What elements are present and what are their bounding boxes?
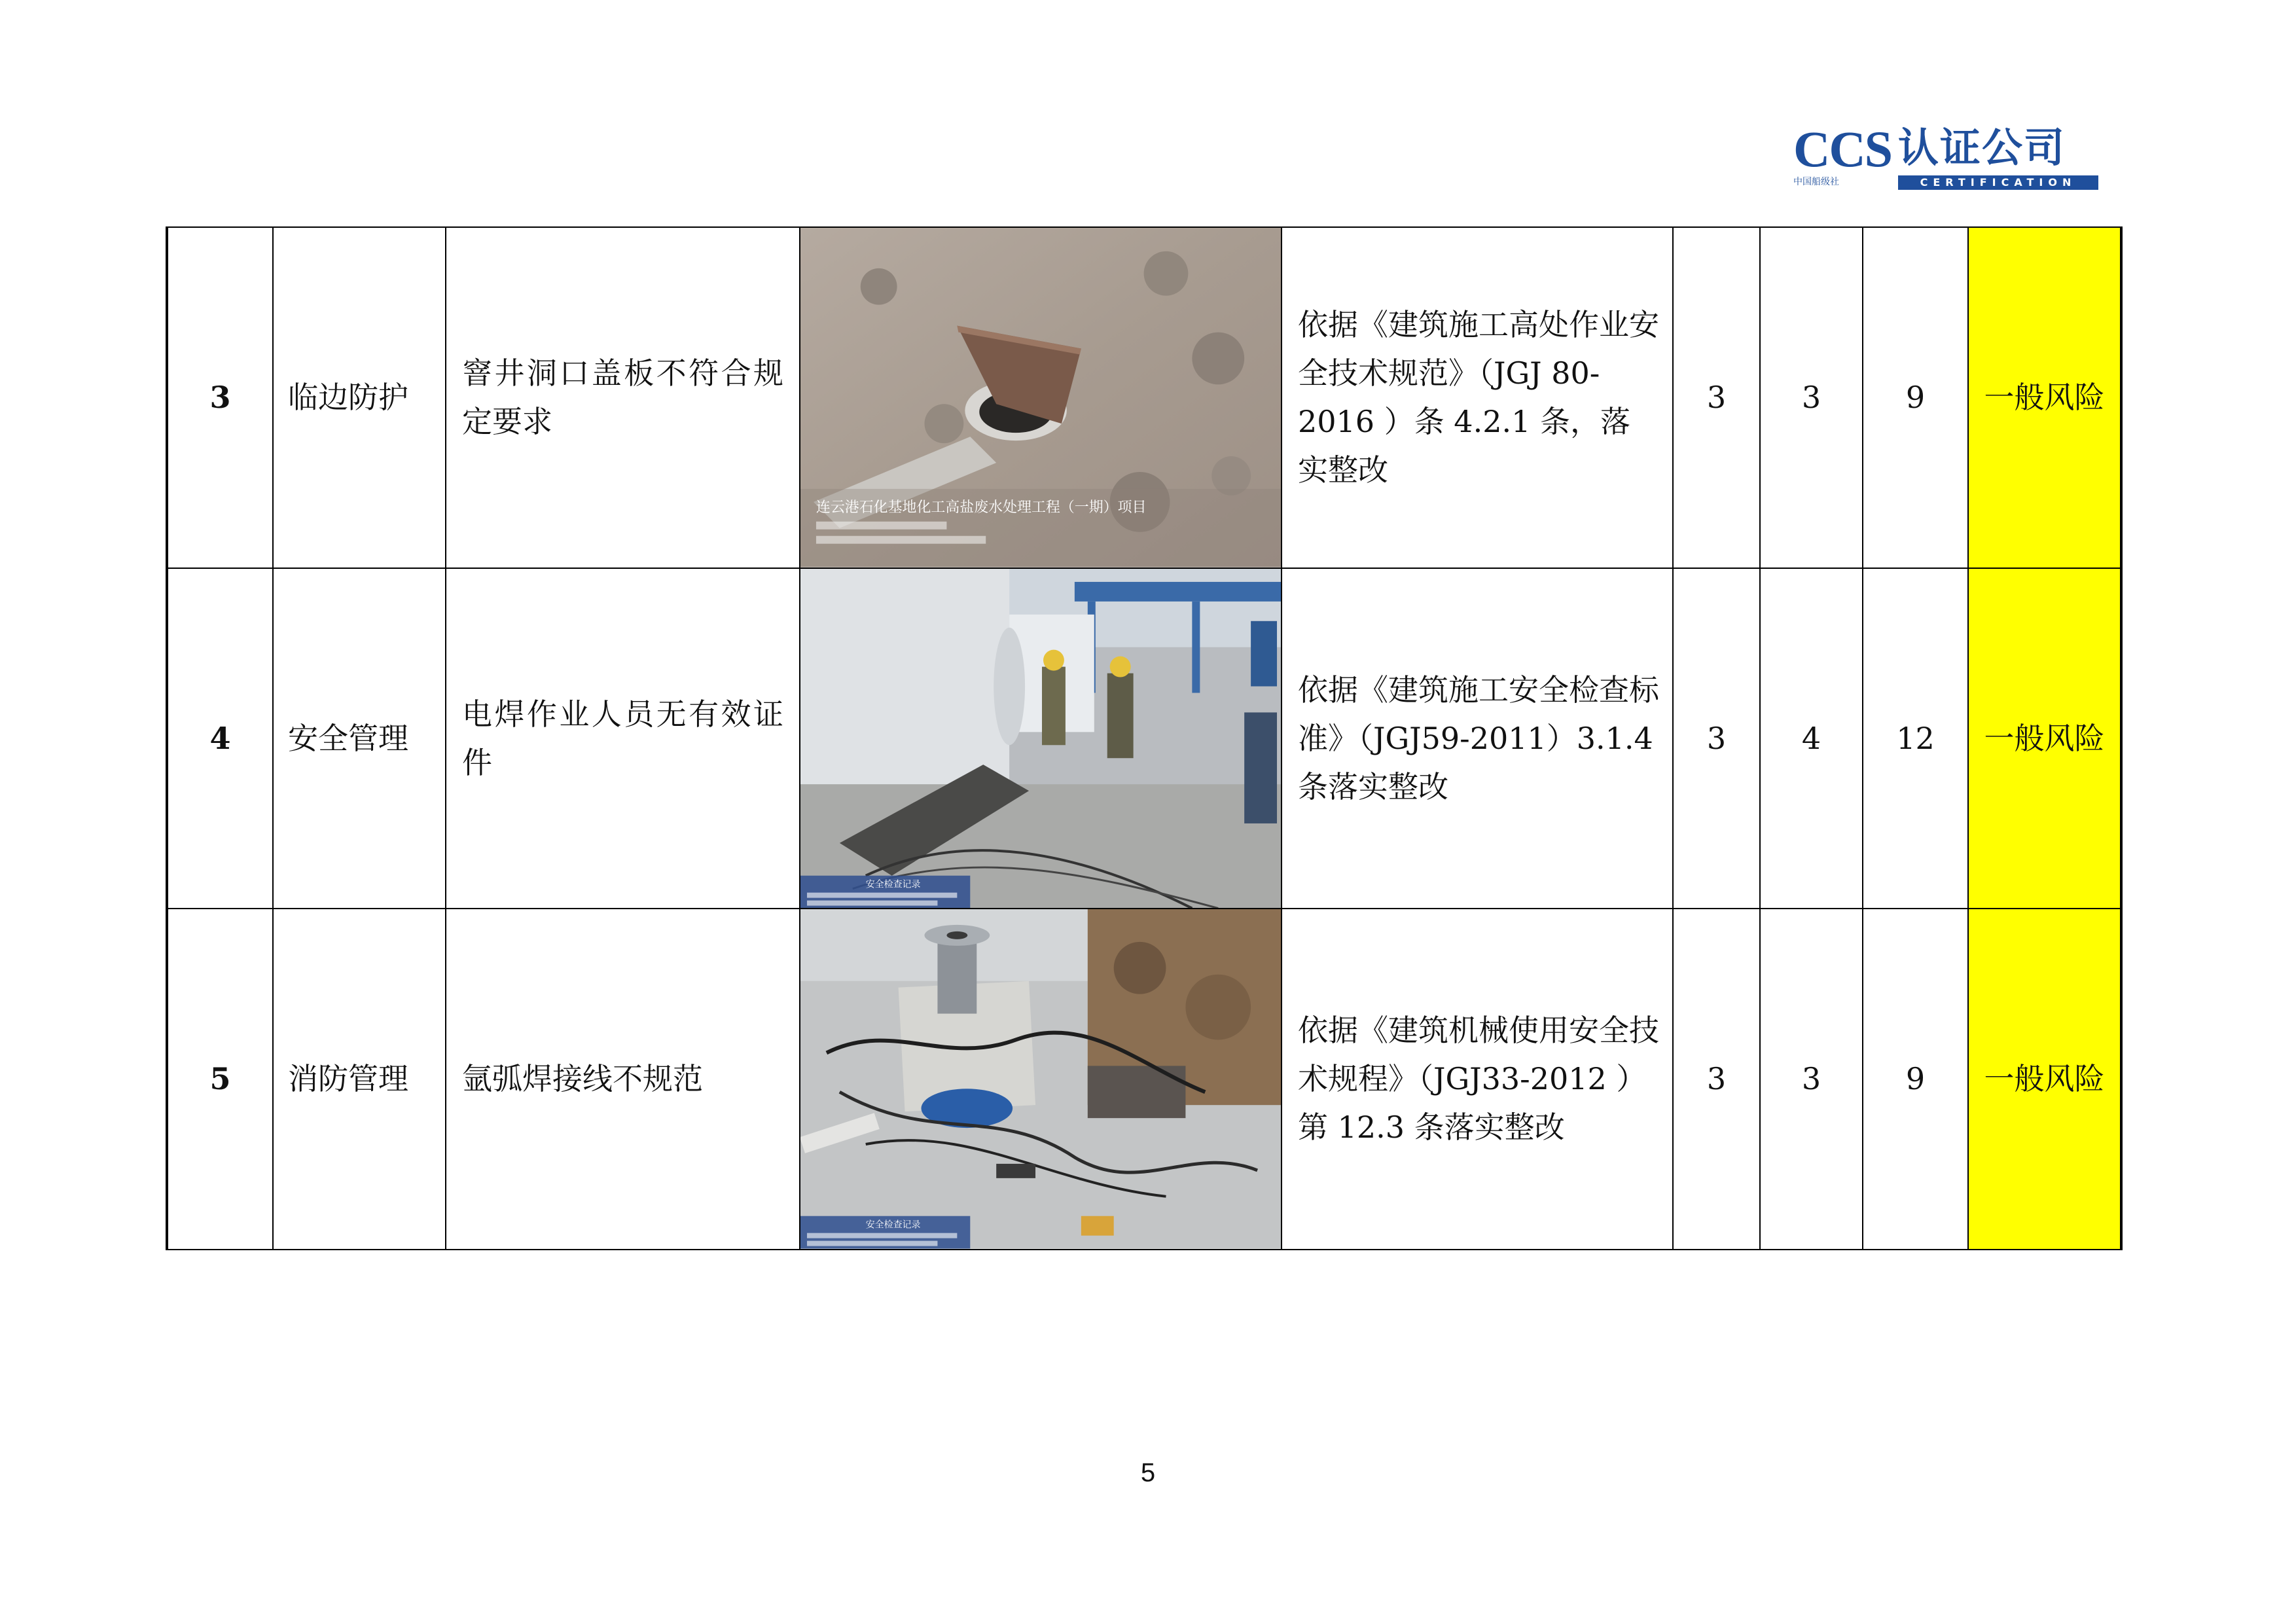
regulation-basis: 依据《建筑机械使用安全技术规程》（JGJ33-2012 ）第 12.3 条落实整改 <box>1282 909 1673 1250</box>
risk-level: 一般风险 <box>1968 909 2121 1250</box>
site-photo-cell <box>800 909 1282 1250</box>
score-total: 12 <box>1863 568 1968 909</box>
regulation-basis: 依据《建筑施工安全检查标准》（JGJ59-2011）3.1.4 条落实整改 <box>1282 568 1673 909</box>
row-number: 5 <box>167 909 273 1250</box>
logo-chinese-name: 认证公司 <box>1898 124 2066 171</box>
photo-caption: 连云港石化基地化工高盐废水处理工程（一期）项目 <box>816 499 1147 516</box>
issue-description: 窨井洞口盖板不符合规定要求 <box>446 227 800 568</box>
score-b: 3 <box>1760 227 1863 568</box>
hazard-category: 安全管理 <box>273 568 446 909</box>
score-a: 3 <box>1673 227 1760 568</box>
score-b: 4 <box>1760 568 1863 909</box>
site-photo-cell <box>800 568 1282 909</box>
score-total: 9 <box>1863 227 1968 568</box>
hazard-category: 消防管理 <box>273 909 446 1250</box>
row-number: 3 <box>167 227 273 568</box>
score-total: 9 <box>1863 909 1968 1250</box>
risk-level: 一般风险 <box>1968 227 2121 568</box>
logo-subtitle: 中国船级社 <box>1793 177 1839 187</box>
ccs-certification-logo <box>1793 120 2114 189</box>
issue-description: 氩弧焊接线不规范 <box>446 909 800 1250</box>
photo-caption: 安全检查记录 <box>865 879 921 890</box>
regulation-basis: 依据《建筑施工高处作业安全技术规范》（JGJ 80-2016 ）条 4.2.1 条，落实整改 <box>1282 227 1673 568</box>
site-photo-cell <box>800 227 1282 568</box>
risk-level: 一般风险 <box>1968 568 2121 909</box>
score-b: 3 <box>1760 909 1863 1250</box>
logo-ccs-letters: CCS <box>1793 120 1892 177</box>
photo-caption: 安全检查记录 <box>865 1219 921 1231</box>
table-row <box>167 909 2121 1250</box>
site-photo-manhole <box>800 228 1281 568</box>
score-a: 3 <box>1673 909 1760 1250</box>
issue-description: 电焊作业人员无有效证件 <box>446 568 800 909</box>
score-a: 3 <box>1673 568 1760 909</box>
row-number: 4 <box>167 568 273 909</box>
risk-table <box>166 226 2123 1250</box>
logo-certification-band: CERTIFICATION <box>1898 175 2098 190</box>
table-row <box>167 227 2121 568</box>
site-photo-argon-welding <box>800 909 1281 1249</box>
table-row <box>167 568 2121 909</box>
site-photo-welding-workers <box>800 569 1281 909</box>
hazard-category: 临边防护 <box>273 227 446 568</box>
page-number: 5 <box>1140 1458 1156 1487</box>
